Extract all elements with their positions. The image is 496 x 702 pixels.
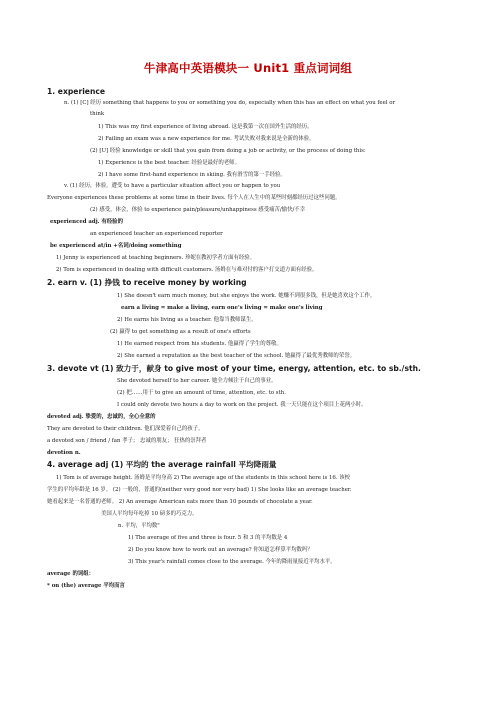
- example-line: 1) This was my first experience of living abroad. 这是我第一次在国外生活的经历。: [98, 124, 313, 130]
- entry-heading: 3. devote vt (1) 致力于，献身 to give most of your time, energy, attention, etc. to sb./sth.: [47, 364, 421, 373]
- definition-line: v. (1) 经历，体验，遭受 to have a particular situation affect you or happen to you: [64, 183, 281, 189]
- example-line: 1) The average of five and three is four. 5 和 3 的平均数是 4: [128, 535, 288, 541]
- example-line: an experienced teacher an experienced reporter: [90, 231, 223, 237]
- example-line: 她看起来是一名普通的老师。 2) An average American eats more than 10 pounds of chocolate a year.: [47, 499, 313, 505]
- example-line: They are devoted to their children. 他们深爱着自己的孩子。: [47, 426, 204, 432]
- word-form-line: experienced adj. 有经验的: [50, 219, 123, 225]
- example-line: 2) Tom is experienced in dealing with difficult customers. 汤姆在与难对付的客户打交道方面有经验。: [56, 267, 318, 273]
- example-line: 1) She doesn't earn much money, but she enjoys the work. 她赚不到很多钱，但是她喜欢这个工作。: [117, 293, 376, 299]
- example-line: 1) Jenny is experienced at teaching beginners. 珍妮在教初学者方面有经验。: [56, 255, 256, 261]
- definition-line: (2) [U] 经验 knowledge or skill that you gain from doing a job or activity, or the process of doing this:: [90, 148, 366, 154]
- example-line: 2) She earned a reputation as the best teacher of the school. 她赢得了最优秀教师的荣誉。: [117, 353, 355, 359]
- phrase-line: be experienced at/in +名词/doing something: [50, 243, 182, 249]
- word-form-line: devotion n.: [47, 450, 81, 456]
- example-line: 2) Failing an exam was a new experience for me. 考试失败对我来说是全新的体验。: [98, 136, 315, 142]
- definition-line: n. 平均，平均数": [118, 523, 160, 529]
- example-line: 2) He earns his living as a teacher. 他靠当教师谋生。: [117, 317, 257, 323]
- definition-line: (2) 感受，体会，体验 to experience pain/pleasure/unhappiness 感受痛苦/愉快/不幸: [90, 207, 306, 213]
- definition-line: (2) 把……用于 to give an amount of time, attention, etc. to sth.: [117, 390, 286, 396]
- entry-heading: 4. average adj (1) 平均的 the average rainfall 平均降雨量: [47, 460, 277, 469]
- example-line: 3) This year's rainfall comes close to the average. 今年的降雨量接近平均水平。: [128, 559, 336, 565]
- definition-line: (2) 赢得 to get something as a result of one's efforts: [110, 329, 251, 335]
- example-line: 2) Do you know how to work out an average? 你知道怎样算平均数吗？: [128, 547, 313, 553]
- example-line: 美国人平均每年吃掉 10 磅多的巧克力。: [101, 511, 198, 517]
- example-line: 1) Tom is of average height. 汤姆是平均身高 2) The average age of the students in this school here is 16. 该校: [56, 475, 350, 481]
- definition-line: n. (1) [C] 经历 something that happens to you or something you do, especially when this has an effect on what you feel or: [64, 100, 396, 106]
- example-line: 1) Experience is the best teacher. 经验是最好的老师。: [98, 160, 240, 166]
- phrase-heading: average 的词组：: [47, 571, 95, 577]
- example-line: She devoted herself to her career. 她全力倾注于自己的事业。: [117, 378, 277, 384]
- example-line: 2) I have some first-hand experience in skiing. 我有滑雪的第一手经验。: [98, 172, 286, 178]
- entry-heading: 2. earn v. (1) 挣钱 to receive money by working: [47, 278, 247, 287]
- example-line: I could only devote two hours a day to work on the project. 我一天只能在这个项目上花两小时。: [117, 402, 367, 408]
- phrase-line: * on (the) average 平均而言: [47, 583, 125, 589]
- phrase-line: earn a living = make a living, earn one's living = make one's living: [121, 305, 323, 311]
- entry-heading: 1. experience: [47, 87, 106, 96]
- page-title: 牛津高中英语模块一 Unit1 重点词词组: [143, 61, 353, 75]
- example-line: Everyone experiences these problems at some time in their lives. 每个人在人生中的某些时刻都经历过这些问题。: [47, 195, 341, 201]
- example-line: a devoted son / friend / fan 孝子； 忠诚的朋友； 狂热的崇拜者: [47, 438, 207, 444]
- example-line: 1) He earned respect from his students. 他赢得了学生的尊敬。: [117, 341, 282, 347]
- word-form-line: devoted adj. 挚爱的，忠诚的，全心全意的: [47, 414, 156, 420]
- definition-line: think: [90, 111, 105, 117]
- example-line: 学生的平均年龄是 16 岁。 (2) 一般的，普通的(neither very good nor very bad) 1) She looks like an average teacher.: [47, 487, 352, 493]
